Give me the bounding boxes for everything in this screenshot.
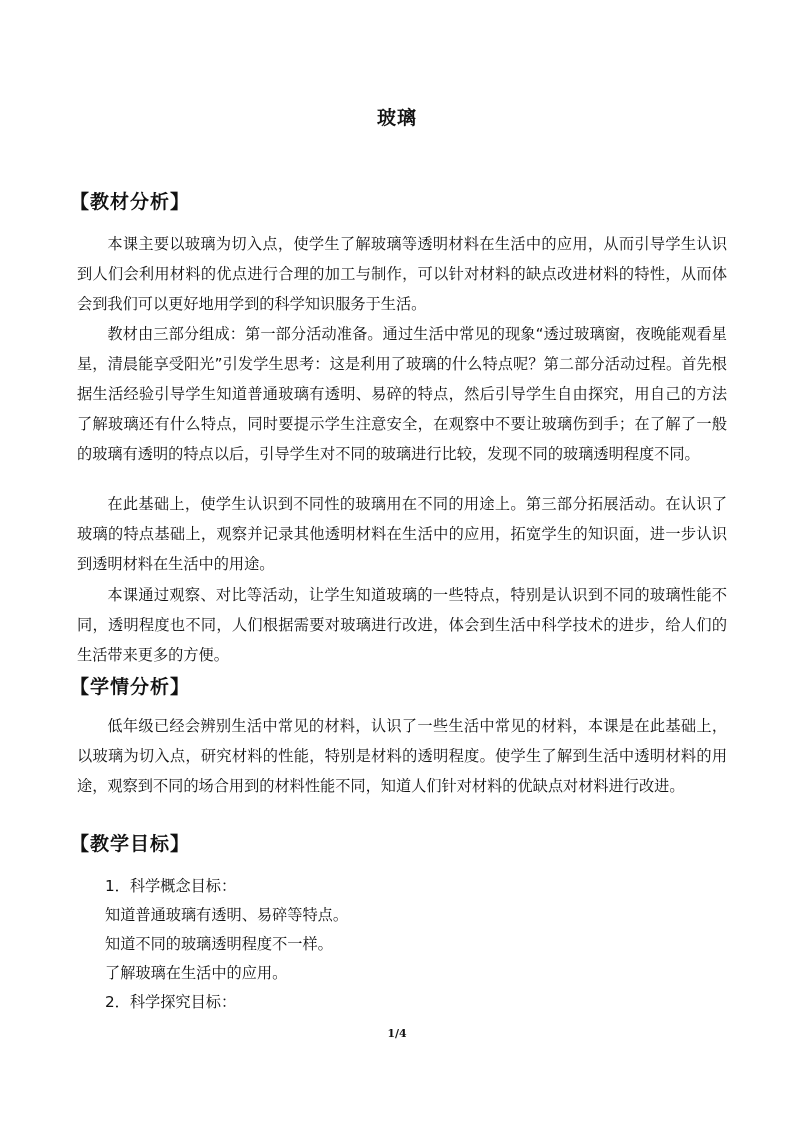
paragraph: 本课主要以玻璃为切入点，使学生了解玻璃等透明材料在生活中的应用，从而引导学生认识到人们会利用材料的优点进行合理的加工与制作，可以针对材料的缺点改进材料的特性，从而体会到我们可以更好地用学到的科学知识服务于生活。 [77,235,727,313]
document-title: 玻璃 [376,107,417,129]
paragraph: 在此基础上，使学生认识到不同性的玻璃用在不同的用途上。第三部分拓展活动。在认识了玻璃的特点基础上，观察并记录其他透明材料在生活中的应用，拓宽学生的知识面，进一步认识到透明材料在生活中的用途。 [77,495,727,573]
list-item: 知道普通玻璃有透明、易碎等特点。 [105,906,348,924]
list-item: 1．科学概念目标： [105,877,237,895]
list-item: 2．科学探究目标： [105,993,237,1011]
page-number: 1/4 [387,1027,407,1040]
paragraph: 低年级已经会辨别生活中常见的材料，认识了一些生活中常见的材料，本课是在此基础上，以玻璃为切入点，研究材料的性能，特别是材料的透明程度。使学生了解到生活中透明材料的用途，观察到不同的场合用到的材料性能不同，知道人们针对材料的优缺点对材料进行改进。 [77,717,727,795]
list-item: 知道不同的玻璃透明程度不一样。 [105,935,333,953]
list-item: 了解玻璃在生活中的应用。 [105,964,288,982]
paragraph: 本课通过观察、对比等活动，让学生知道玻璃的一些特点，特别是认识到不同的玻璃性能不同，透明程度也不同，人们根据需要对玻璃进行改进，体会到生活中科学技术的进步，给人们的生活带来更多的方便。 [77,586,727,664]
section-heading-textbook-analysis: 【教材分析】 [70,191,191,213]
section-heading-teaching-goals: 【教学目标】 [70,833,191,855]
section-heading-student-analysis: 【学情分析】 [70,676,191,698]
paragraph: 教材由三部分组成：第一部分活动准备。通过生活中常见的现象“透过玻璃窗，夜晚能观看星星，清晨能享受阳光”引发学生思考：这是利用了玻璃的什么特点呢？第二部分活动过程。首先根据生活经验引导学生知道普通玻璃有透明、易碎的特点，然后引导学生自由探究，用自己的方法了解玻璃还有什么特点，同时要提示学生注意安全，在观察中不要让玻璃伤到手；在了解了一般的玻璃有透明的特点以后，引导学生对不同的玻璃进行比较，发现不同的玻璃透明程度不同。 [77,325,727,463]
